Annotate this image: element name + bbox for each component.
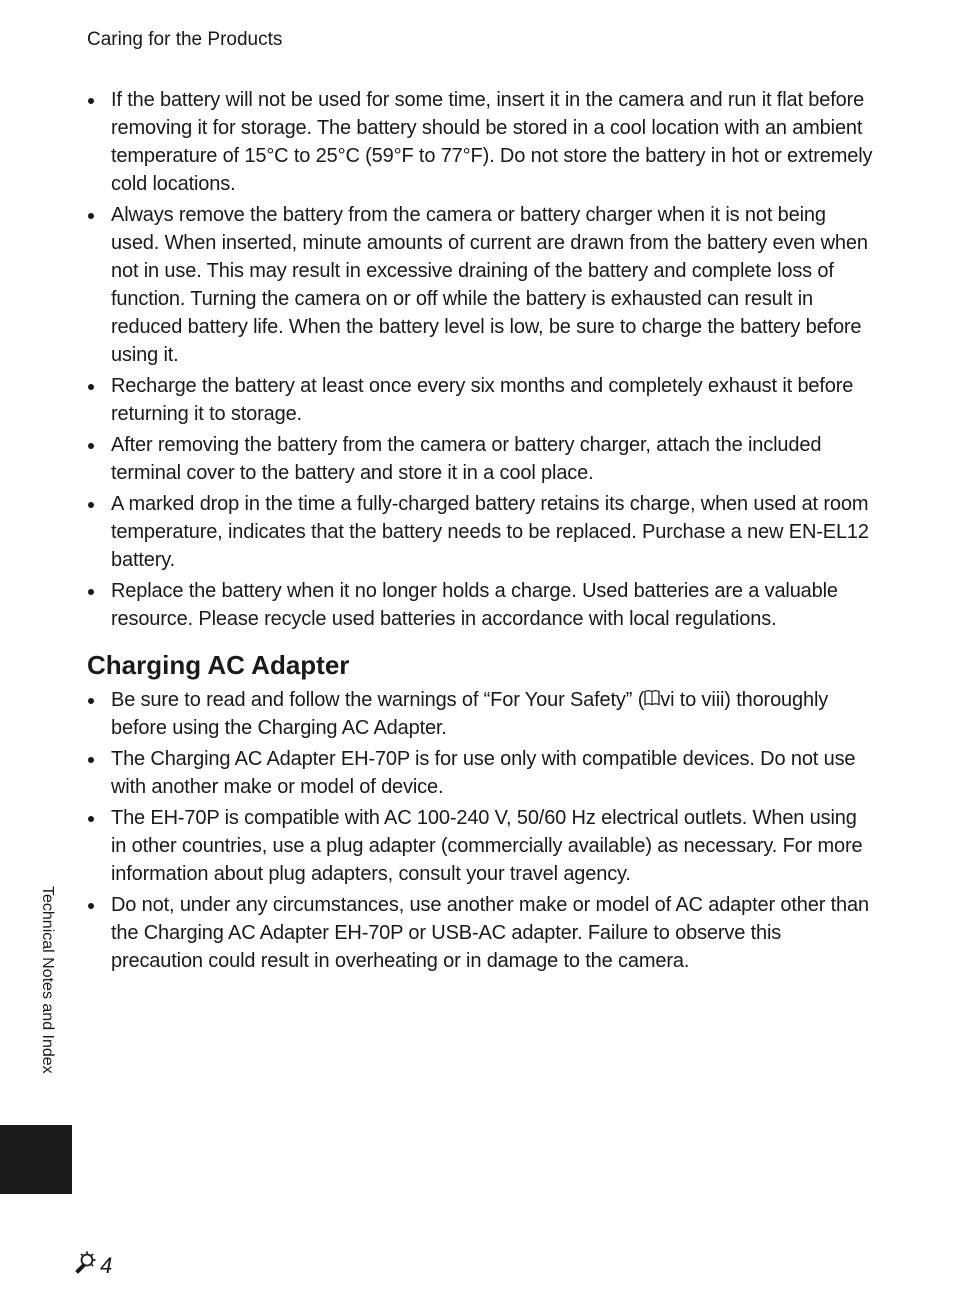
battery-bullet-list xyxy=(87,86,877,633)
side-tab-label: Technical Notes and Index xyxy=(39,886,56,1074)
book-reference-icon xyxy=(644,689,660,709)
list-item-text: vi to viii) thoroughly before using the Charging AC Adapter. xyxy=(111,689,829,739)
technical-notes-icon xyxy=(74,1250,98,1282)
list-item: Recharge the battery at least once every six months and completely exhaust it before returning it to storage. xyxy=(87,372,877,428)
list-item: After removing the battery from the camera or battery charger, attach the included terminal cover to the battery and store it in a cool place. xyxy=(87,431,877,487)
page-content xyxy=(87,86,877,978)
page-number-value: 4 xyxy=(100,1253,113,1278)
list-item: The Charging AC Adapter EH-70P is for use only with compatible devices. Do not use with another make or model of device. xyxy=(87,745,877,801)
section-title: Charging AC Adapter xyxy=(87,650,350,680)
list-item: A marked drop in the time a fully-charged battery retains its charge, when used at room temperature, indicates that the battery needs to be replaced. Purchase a new EN-EL12 battery. xyxy=(87,490,877,574)
list-item-text: Be sure to read and follow the warnings of “For Your Safety” ( xyxy=(111,689,645,711)
adapter-bullet-list xyxy=(87,686,877,975)
list-item: If the battery will not be used for some time, insert it in the camera and run it flat before removing it for storage. The battery should be stored in a cool location with an ambient temperature of 15°C to 25°C (59°F to 77°F). Do not store the battery in hot or extremely cold locations. xyxy=(87,86,877,198)
side-tab-marker xyxy=(0,1125,72,1194)
page-number xyxy=(74,1250,112,1282)
list-item: Always remove the battery from the camera or battery charger when it is not being used. When inserted, minute amounts of current are drawn from the battery even when not in use. This may result in excessive draining of the battery and complete loss of function. Turning the camera on or off while the battery is exhausted can result in reduced battery life. When the battery level is low, be sure to charge the battery before using it. xyxy=(87,201,877,369)
list-item: Replace the battery when it no longer holds a charge. Used batteries are a valuable resource. Please recycle used batteries in accordance with local regulations. xyxy=(87,577,877,633)
list-item: Do not, under any circumstances, use another make or model of AC adapter other than the Charging AC Adapter EH-70P or USB-AC adapter. Failure to observe this precaution could result in overheating or in damage to the camera. xyxy=(87,891,877,975)
list-item: The EH-70P is compatible with AC 100-240 V, 50/60 Hz electrical outlets. When using in other countries, use a plug adapter (commercially available) as necessary. For more information about plug adapters, consult your travel agency. xyxy=(87,804,877,888)
list-item xyxy=(87,686,877,742)
page-header: Caring for the Products xyxy=(87,29,283,50)
